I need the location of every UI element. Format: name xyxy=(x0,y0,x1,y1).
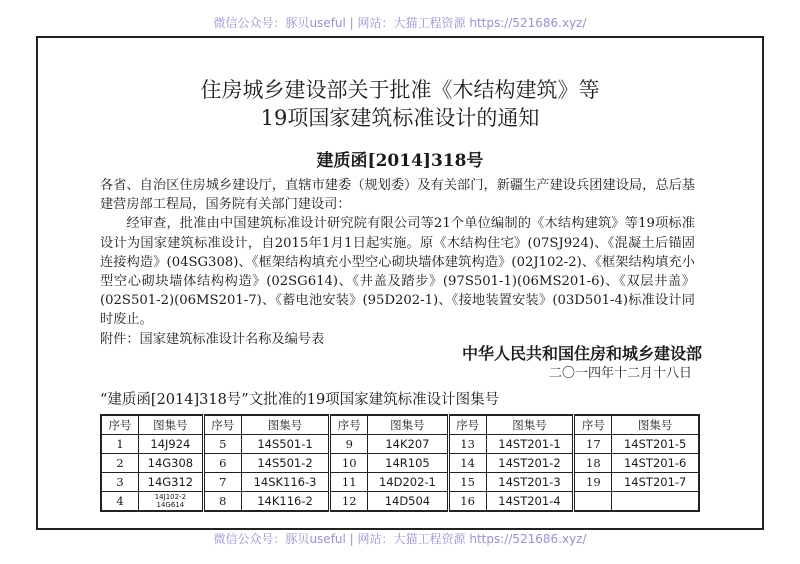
cell-no: 17 xyxy=(574,435,612,454)
cell-no: 14 xyxy=(448,454,486,473)
table-row xyxy=(101,435,699,454)
title-line-1: 住房城乡建设部关于批准《木结构建筑》等 xyxy=(200,78,600,102)
cell-no: 3 xyxy=(101,473,139,492)
cell-code xyxy=(139,492,204,512)
standards-table xyxy=(100,414,700,512)
table-header-row xyxy=(101,415,699,435)
cell-code: 14S501-1 xyxy=(241,435,329,454)
header-no: 序号 xyxy=(101,415,139,435)
header-no: 序号 xyxy=(203,415,241,435)
header-no: 序号 xyxy=(574,415,612,435)
table-caption: “建质函[2014]318号”文批准的19项国家建筑标准设计图集号 xyxy=(100,392,500,408)
cell-code: 14D504 xyxy=(368,492,448,512)
cell-no: 6 xyxy=(203,454,241,473)
cell-no: 10 xyxy=(330,454,368,473)
cell-code: 14ST201-5 xyxy=(612,435,699,454)
cell-code-line2: 14G614 xyxy=(156,501,185,509)
cell-code: 14K207 xyxy=(368,435,448,454)
watermark-bottom: 微信公众号：豚贝useful | 网站：大猫工程资源 https://521686.xyz/ xyxy=(213,532,587,546)
cell-code: 14K116-2 xyxy=(241,492,329,512)
table-row xyxy=(101,454,699,473)
cell-no: 19 xyxy=(574,473,612,492)
cell-code: 14ST201-4 xyxy=(486,492,574,512)
cell-no xyxy=(574,492,612,512)
cell-no: 7 xyxy=(203,473,241,492)
cell-code: 14D202-1 xyxy=(368,473,448,492)
header-code: 图集号 xyxy=(368,415,448,435)
header-code: 图集号 xyxy=(139,415,204,435)
cell-code: 14G312 xyxy=(139,473,204,492)
cell-code: 14ST201-7 xyxy=(612,473,699,492)
notice-body xyxy=(100,176,695,349)
issue-date: 二〇一四年十二月十八日 xyxy=(548,366,692,381)
cell-code: 14SK116-3 xyxy=(241,473,329,492)
header-code: 图集号 xyxy=(612,415,699,435)
cell-no: 16 xyxy=(448,492,486,512)
header-no: 序号 xyxy=(448,415,486,435)
main-paragraph: 经审查，批准由中国建筑标准设计研究院有限公司等21个单位编制的《木结构建筑》等19项标准设计为国家建筑标准设计，自2015年1月1日起实施。原《木结构住宅》(07SJ924)、《混凝土后锚固连接构造》(04SG308)、《框架结构填充小型空心砌块墙体建筑构造》(02J102-2)、《框架结构填充小型空心砌块墙体结构构造》(02SG614)、《井盖及踏步》(97S501-1)(06MS201-6)、《双层井盖》(02S501-2)(06MS201-7)、《蓄电池安装》(95D202-1)、《接地装置安装》(03D501-4)标准设计同时废止。 xyxy=(100,216,695,328)
cell-no: 12 xyxy=(330,492,368,512)
cell-no: 5 xyxy=(203,435,241,454)
cell-code: 14ST201-3 xyxy=(486,473,574,492)
attachment-note: 附件：国家建筑标准设计名称及编号表 xyxy=(100,331,325,347)
cell-no: 9 xyxy=(330,435,368,454)
cell-no: 4 xyxy=(101,492,139,512)
cell-code: 14ST201-6 xyxy=(612,454,699,473)
cell-code xyxy=(612,492,699,512)
cell-no: 8 xyxy=(203,492,241,512)
cell-code: 14S501-2 xyxy=(241,454,329,473)
document-number: 建质函[2014]318号 xyxy=(316,151,484,171)
cell-code: 14ST201-1 xyxy=(486,435,574,454)
cell-code: 14J924 xyxy=(139,435,204,454)
cell-code: 14ST201-2 xyxy=(486,454,574,473)
issuer-signature: 中华人民共和国住房和城乡建设部 xyxy=(461,344,702,363)
header-code: 图集号 xyxy=(486,415,574,435)
watermark-top: 微信公众号：豚贝useful | 网站：大猫工程资源 https://521686.xyz/ xyxy=(213,16,587,30)
addressees: 各省、自治区住房城乡建设厅，直辖市建委（规划委）及有关部门，新疆生产建设兵团建设局，总后基建营房部工程局，国务院有关部门建设司： xyxy=(100,178,695,213)
header-no: 序号 xyxy=(330,415,368,435)
cell-code: 14R105 xyxy=(368,454,448,473)
cell-code: 14G308 xyxy=(139,454,204,473)
cell-no: 15 xyxy=(448,473,486,492)
cell-no: 18 xyxy=(574,454,612,473)
cell-no: 2 xyxy=(101,454,139,473)
table-row xyxy=(101,492,699,512)
title-line-2: 19项国家建筑标准设计的通知 xyxy=(260,106,540,130)
cell-no: 11 xyxy=(330,473,368,492)
cell-no: 13 xyxy=(448,435,486,454)
header-code: 图集号 xyxy=(241,415,329,435)
cell-code-line1: 14J102-2 xyxy=(154,493,187,501)
table-row xyxy=(101,473,699,492)
cell-no: 1 xyxy=(101,435,139,454)
